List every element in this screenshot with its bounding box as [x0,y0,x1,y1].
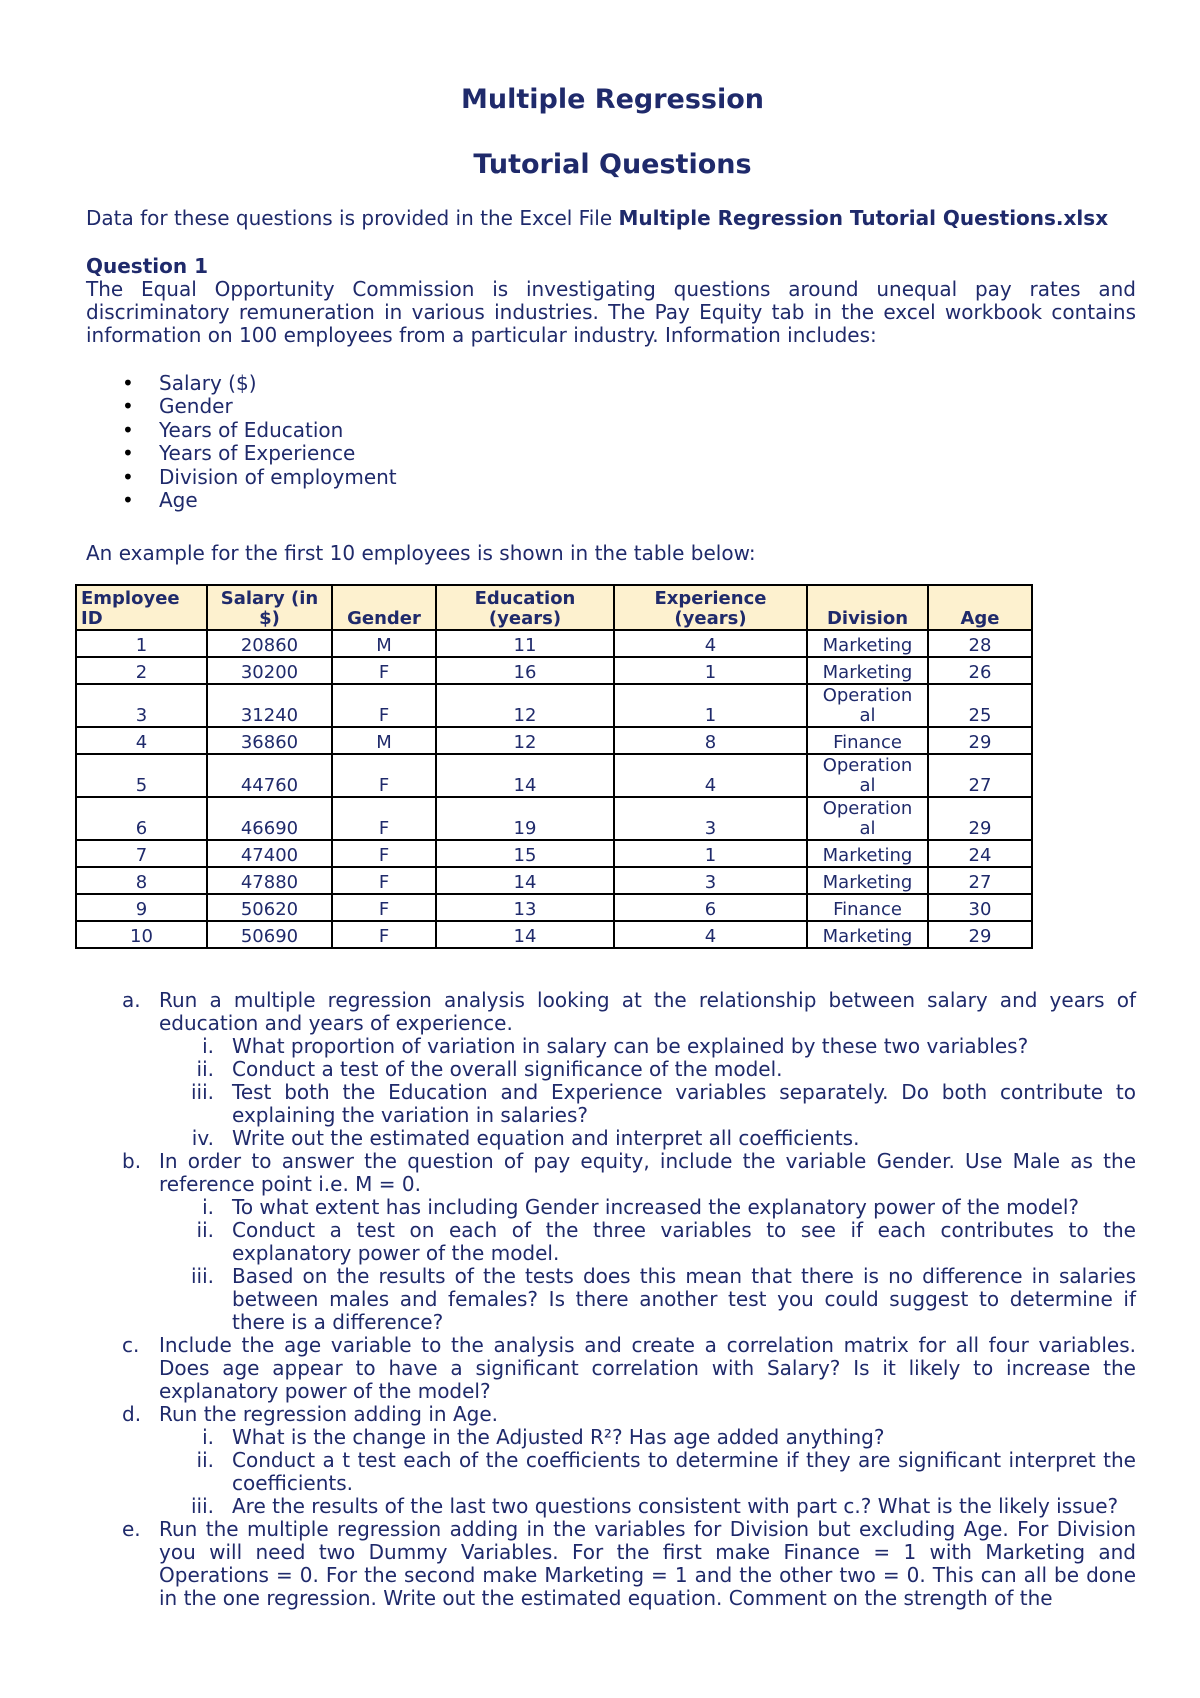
sub-marker: i. [202,1425,214,1449]
header-experience: Experience (years) [614,585,807,630]
sub-text: What is the change in the Adjusted R²? Has age added anything? [232,1425,885,1449]
part-text: Run a multiple regression analysis looking at the relationship between salary and years of education and years of experience. [159,988,1136,1035]
sub-text: Based on the results of the tests does this mean that there is no difference in salaries between males and females? Is there another test you could suggest to determine if there is a difference? [232,1264,1136,1334]
cell-gender: F [332,657,436,684]
cell-education: 14 [436,754,614,797]
table-row [76,754,1032,797]
cell-employee-id: 9 [76,894,207,921]
cell-employee-id: 2 [76,657,207,684]
cell-salary: 31240 [207,684,332,727]
cell-gender: F [332,894,436,921]
sub-question [159,1495,1136,1518]
cell-experience: 4 [614,754,807,797]
cell-gender: F [332,840,436,867]
cell-experience: 4 [614,630,807,657]
document-subtitle: Tutorial Questions [473,149,752,180]
sub-question [159,1449,1136,1495]
sub-question [159,1127,1136,1150]
sub-question [159,1035,1136,1058]
cell-salary: 20860 [207,630,332,657]
sub-text: What proportion of variation in salary can be explained by these two variables? [232,1034,1029,1058]
part-text: Include the age variable to the analysis and create a correlation matrix for all four variables. Does age appear to have a significant correlation with Salary? Is it likely to increase the explanatory power of the model? [159,1333,1136,1403]
sub-marker: ii. [196,1057,214,1081]
list-item: • Years of Experience [86,442,397,465]
list-item: • Age [86,489,397,512]
part-marker: d. [122,1402,142,1426]
question-1-paragraph: The Equal Opportunity Commission is investigating questions around unequal pay rates and discriminatory remuneration in various industries. The Pay Equity tab in the excel workbook contains information on 100 employees from a particular industry. Information includes: [86,277,1136,347]
sub-marker: iv. [191,1126,214,1150]
table-row [76,840,1032,867]
cell-division: Marketing [807,630,928,657]
intro-paragraph [86,207,1136,230]
cell-education: 12 [436,727,614,754]
sub-marker: i. [202,1195,214,1219]
sub-question [159,1426,1136,1449]
sub-question [159,1196,1136,1219]
cell-experience: 8 [614,727,807,754]
table-row [76,630,1032,657]
cell-division: Marketing [807,840,928,867]
document-title: Multiple Regression [460,84,765,115]
table-row [76,797,1032,840]
question-1-heading: Question 1 [86,254,208,278]
question-part [86,989,1136,1150]
cell-employee-id: 10 [76,921,207,948]
list-item: • Gender [86,395,397,418]
question-part [86,1150,1136,1334]
cell-employee-id: 6 [76,797,207,840]
sub-question [159,1265,1136,1334]
cell-salary: 50620 [207,894,332,921]
cell-experience: 1 [614,840,807,867]
table-row [76,894,1032,921]
list-item: • Salary ($) [86,372,397,395]
part-marker: c. [122,1333,140,1357]
sub-question [159,1219,1136,1265]
sub-marker: iii. [190,1264,214,1288]
part-text: In order to answer the question of pay equity, include the variable Gender. Use Male as the reference point i.e. M = 0. [159,1149,1136,1196]
question-parts-list [86,989,1136,1610]
cell-experience: 3 [614,867,807,894]
sub-question-list [159,1196,1136,1334]
cell-salary: 30200 [207,657,332,684]
cell-experience: 4 [614,921,807,948]
sub-text: To what extent has including Gender increased the explanatory power of the model? [232,1195,1080,1219]
header-education: Education (years) [436,585,614,630]
cell-employee-id: 5 [76,754,207,797]
cell-age: 24 [928,840,1032,867]
table-row [76,727,1032,754]
cell-division: Finance [807,727,928,754]
cell-salary: 50690 [207,921,332,948]
cell-gender: M [332,727,436,754]
sub-marker: i. [202,1034,214,1058]
cell-age: 27 [928,867,1032,894]
sub-marker: iii. [190,1080,214,1104]
sub-text: Write out the estimated equation and interpret all coefficients. [232,1126,860,1150]
cell-employee-id: 8 [76,867,207,894]
cell-education: 12 [436,684,614,727]
cell-age: 30 [928,894,1032,921]
cell-salary: 47400 [207,840,332,867]
sub-text: Conduct a test of the overall significance of the model. [232,1057,783,1081]
cell-gender: M [332,630,436,657]
part-marker: b. [122,1149,142,1173]
cell-age: 26 [928,657,1032,684]
cell-division: Operation al [807,754,928,797]
cell-education: 19 [436,797,614,840]
part-marker: e. [122,1517,141,1541]
header-employee-id: Employee ID [76,585,207,630]
cell-age: 27 [928,754,1032,797]
cell-employee-id: 3 [76,684,207,727]
header-salary: Salary (in $) [207,585,332,630]
cell-education: 15 [436,840,614,867]
cell-gender: F [332,684,436,727]
cell-education: 14 [436,921,614,948]
cell-education: 16 [436,657,614,684]
cell-gender: F [332,867,436,894]
cell-salary: 44760 [207,754,332,797]
cell-division: Operation al [807,797,928,840]
part-text: Run the regression adding in Age. [159,1402,498,1426]
question-part [86,1334,1136,1403]
list-item: • Years of Education [86,419,397,442]
intro-text: Data for these questions is provided in the Excel File [86,206,619,230]
part-marker: a. [122,988,141,1012]
sub-text: Are the results of the last two questions consistent with part c.? What is the likely issue? [232,1494,1119,1518]
cell-division: Marketing [807,867,928,894]
sub-text: Conduct a t test each of the coefficients to determine if they are significant interpret the coefficients. [232,1448,1136,1495]
sub-question-list [159,1426,1136,1518]
header-age: Age [928,585,1032,630]
sub-text: Conduct a test on each of the three variables to see if each contributes to the explanatory power of the model. [232,1218,1136,1265]
sub-text: Test both the Education and Experience variables separately. Do both contribute to explaining the variation in salaries? [232,1080,1136,1127]
excel-file-name: Multiple Regression Tutorial Questions.xlsx [618,206,1109,230]
cell-division: Finance [807,894,928,921]
header-gender: Gender [332,585,436,630]
sub-question-list [159,1035,1136,1150]
cell-gender: F [332,921,436,948]
cell-salary: 36860 [207,727,332,754]
table-row [76,657,1032,684]
cell-age: 28 [928,630,1032,657]
variable-list [86,372,397,512]
cell-education: 13 [436,894,614,921]
cell-age: 29 [928,797,1032,840]
sub-marker: iii. [190,1494,214,1518]
cell-age: 29 [928,727,1032,754]
table-row [76,921,1032,948]
cell-salary: 46690 [207,797,332,840]
cell-experience: 3 [614,797,807,840]
part-text: Run the multiple regression adding in the variables for Division but excluding Age. For Division you will need two Dummy Variables. For the first make Finance = 1 with Marketing and Operations = 0. For the second make Marketing = 1 and the other two = 0. This can all be done in the one regression. Write out the estimated equation. Comment on the strength of the [159,1517,1136,1610]
cell-salary: 47880 [207,867,332,894]
header-division: Division [807,585,928,630]
cell-age: 29 [928,921,1032,948]
table-lead-text: An example for the first 10 employees is shown in the table below: [86,541,756,565]
cell-education: 11 [436,630,614,657]
cell-division: Operation al [807,684,928,727]
cell-experience: 1 [614,684,807,727]
sub-marker: ii. [196,1448,214,1472]
sub-marker: ii. [196,1218,214,1242]
cell-division: Marketing [807,657,928,684]
cell-employee-id: 4 [76,727,207,754]
table-row [76,867,1032,894]
cell-experience: 1 [614,657,807,684]
question-part [86,1518,1136,1610]
question-part [86,1403,1136,1518]
cell-division: Marketing [807,921,928,948]
cell-employee-id: 1 [76,630,207,657]
sub-question [159,1081,1136,1127]
sub-question [159,1058,1136,1081]
list-item: • Division of employment [86,466,397,489]
cell-experience: 6 [614,894,807,921]
cell-employee-id: 7 [76,840,207,867]
table-header-row [76,585,1032,630]
table-row [76,684,1032,727]
cell-age: 25 [928,684,1032,727]
cell-education: 14 [436,867,614,894]
cell-gender: F [332,797,436,840]
cell-gender: F [332,754,436,797]
employee-table [75,584,1033,949]
